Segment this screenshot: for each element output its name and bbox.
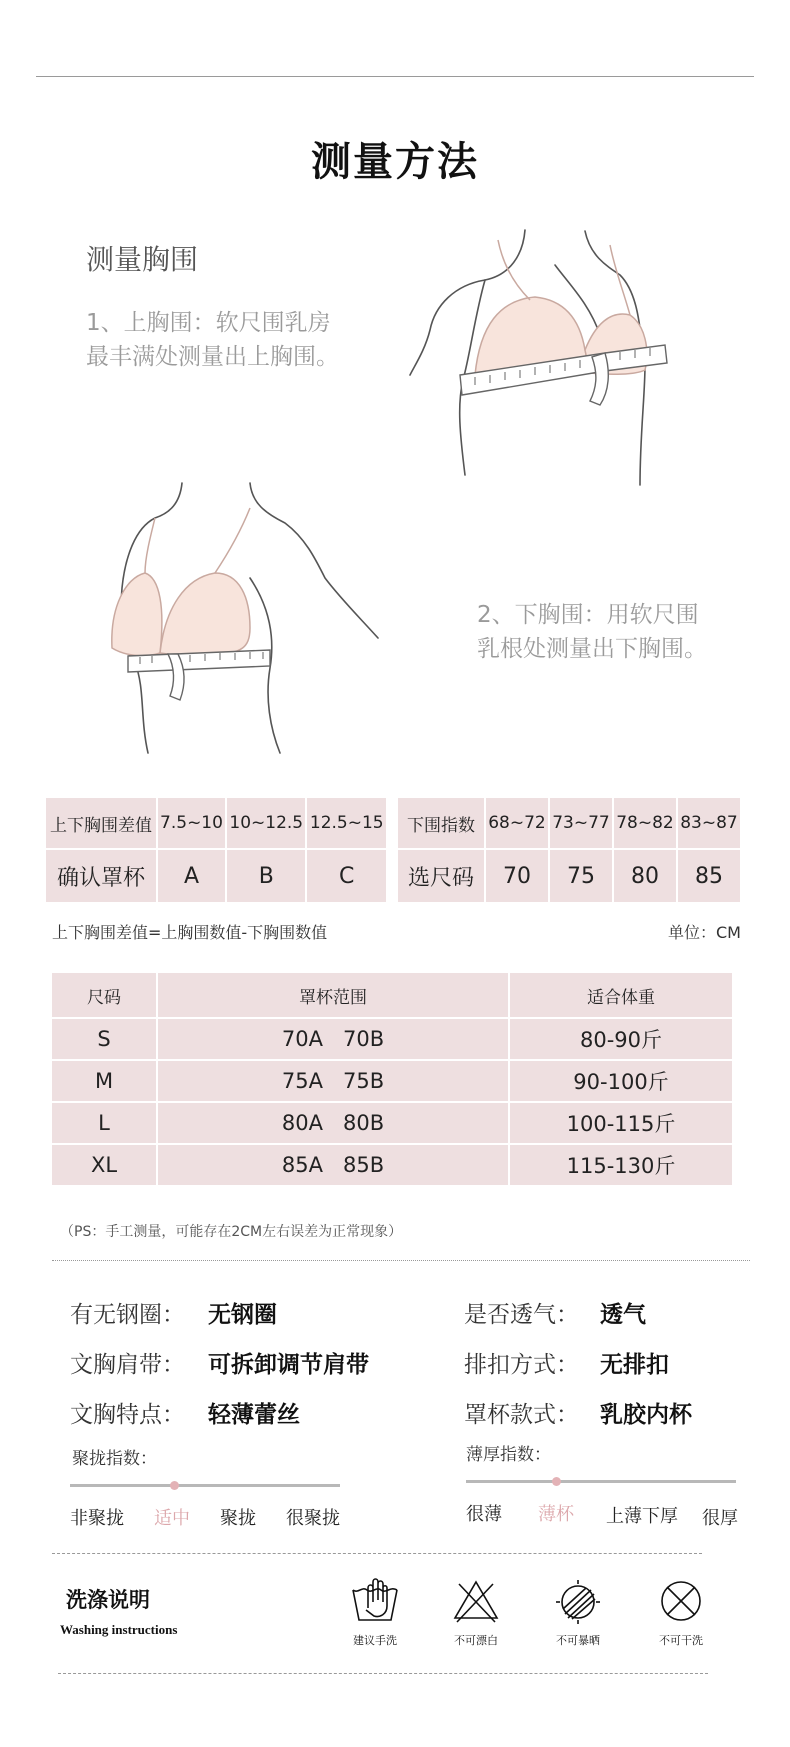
table-cell: 85A 85B bbox=[157, 1144, 509, 1186]
table-cell: 70A 70B bbox=[157, 1018, 509, 1060]
table-cell: 100-115斤 bbox=[509, 1102, 733, 1144]
unit-note: 单位：CM bbox=[668, 923, 741, 942]
thickness-option-graded: 上薄下厚 bbox=[606, 1506, 678, 1527]
table-cell: 75 bbox=[549, 849, 613, 903]
table-cell: 7.5~10 bbox=[157, 797, 226, 849]
table-row bbox=[51, 1102, 733, 1144]
push-option-medium: 适中 bbox=[154, 1508, 190, 1529]
care-label-no-dry-clean: 不可干洗 bbox=[659, 1634, 703, 1647]
cup-table-row-difference bbox=[45, 797, 387, 849]
table-row bbox=[51, 1060, 733, 1102]
table-cell: B bbox=[226, 849, 306, 903]
table-cell: 80A 80B bbox=[157, 1102, 509, 1144]
size-table-header bbox=[51, 972, 733, 1018]
table-cell: 85 bbox=[677, 849, 741, 903]
table-cell: XL bbox=[51, 1144, 157, 1186]
care-label-hand-wash: 建议手洗 bbox=[353, 1634, 397, 1647]
no-bleach-icon bbox=[451, 1578, 501, 1624]
washing-subtitle: Washing instructions bbox=[60, 1622, 178, 1637]
cup-table-header-cup: 确认罩杯 bbox=[45, 849, 157, 903]
table-cell: 70 bbox=[485, 849, 549, 903]
table-cell: 12.5~15 bbox=[306, 797, 387, 849]
spec-value-underwire: 无钢圈 bbox=[208, 1302, 277, 1328]
spec-label-closure: 排扣方式： bbox=[464, 1352, 579, 1378]
band-size-table bbox=[396, 796, 742, 904]
table-cell: L bbox=[51, 1102, 157, 1144]
table-cell: 73~77 bbox=[549, 797, 613, 849]
size-table-header-size: 尺码 bbox=[51, 972, 157, 1018]
spec-label-underwire: 有无钢圈： bbox=[70, 1302, 185, 1328]
thickness-option-thick: 很厚 bbox=[702, 1508, 738, 1529]
table-cell: M bbox=[51, 1060, 157, 1102]
spec-value-cup-style: 乳胶内杯 bbox=[600, 1402, 692, 1428]
cup-table-header-difference: 上下胸围差值 bbox=[45, 797, 157, 849]
size-table bbox=[50, 971, 734, 1187]
cup-table-row-cup bbox=[45, 849, 387, 903]
table-cell: 75A 75B bbox=[157, 1060, 509, 1102]
push-option-push: 聚拢 bbox=[220, 1508, 256, 1529]
care-item-hand-wash bbox=[330, 1578, 420, 1648]
thickness-index-label: 薄厚指数： bbox=[466, 1445, 551, 1465]
page-title: 测量方法 bbox=[311, 139, 479, 185]
spec-label-cup-style: 罩杯款式： bbox=[464, 1402, 579, 1428]
table-cell: A bbox=[157, 849, 226, 903]
measure-subtitle: 测量胸围 bbox=[86, 243, 199, 276]
spec-label-breathable: 是否透气： bbox=[464, 1302, 579, 1328]
table-row bbox=[51, 1018, 733, 1060]
top-divider bbox=[36, 76, 754, 77]
size-table-header-cup-range: 罩杯范围 bbox=[157, 972, 509, 1018]
step1-line2: 最丰满处测量出上胸围。 bbox=[86, 344, 339, 370]
cup-size-table bbox=[44, 796, 388, 904]
dotted-divider bbox=[52, 1260, 750, 1261]
table-cell: 78~82 bbox=[613, 797, 677, 849]
thickness-index-bar bbox=[466, 1480, 736, 1483]
table-cell: 68~72 bbox=[485, 797, 549, 849]
spec-value-strap: 可拆卸调节肩带 bbox=[208, 1352, 369, 1378]
table-cell: 83~87 bbox=[677, 797, 741, 849]
table-cell: 10~12.5 bbox=[226, 797, 306, 849]
table-cell: C bbox=[306, 849, 387, 903]
care-label-no-bleach: 不可漂白 bbox=[454, 1634, 498, 1647]
dashed-divider-bottom bbox=[58, 1673, 708, 1674]
spec-label-feature: 文胸特点： bbox=[70, 1402, 185, 1428]
band-table-row-size bbox=[397, 849, 741, 903]
table-cell: 80-90斤 bbox=[509, 1018, 733, 1060]
band-table-header-index: 下围指数 bbox=[397, 797, 485, 849]
table-row bbox=[51, 1144, 733, 1186]
step2-line1: 2、下胸围：用软尺围 bbox=[477, 602, 699, 628]
push-index-label: 聚拢指数： bbox=[72, 1449, 157, 1469]
thickness-option-very-thin: 很薄 bbox=[466, 1504, 502, 1525]
spec-label-strap: 文胸肩带： bbox=[70, 1352, 185, 1378]
dashed-divider-top bbox=[52, 1553, 702, 1554]
under-bust-illustration bbox=[100, 478, 400, 758]
step2-text bbox=[477, 598, 707, 666]
spec-value-breathable: 透气 bbox=[600, 1302, 646, 1328]
table-cell: 80 bbox=[613, 849, 677, 903]
push-option-none: 非聚拢 bbox=[70, 1508, 124, 1529]
size-table-header-weight: 适合体重 bbox=[509, 972, 733, 1018]
upper-bust-illustration bbox=[405, 225, 705, 490]
band-table-row-index bbox=[397, 797, 741, 849]
table-cell: 115-130斤 bbox=[509, 1144, 733, 1186]
push-index-bar bbox=[70, 1484, 340, 1487]
formula-note: 上下胸围差值=上胸围数值-下胸围数值 bbox=[52, 923, 328, 942]
spec-value-closure: 无排扣 bbox=[600, 1352, 669, 1378]
thickness-index-marker bbox=[552, 1477, 561, 1486]
spec-value-feature: 轻薄蕾丝 bbox=[208, 1402, 300, 1428]
hand-wash-icon bbox=[350, 1578, 400, 1624]
band-table-header-size: 选尺码 bbox=[397, 849, 485, 903]
step1-text bbox=[86, 306, 339, 374]
care-item-no-bleach bbox=[431, 1578, 521, 1648]
no-dry-clean-icon bbox=[656, 1578, 706, 1624]
push-index-marker bbox=[170, 1481, 179, 1490]
table-cell: S bbox=[51, 1018, 157, 1060]
washing-title: 洗涤说明 bbox=[66, 1587, 150, 1612]
no-sun-dry-icon bbox=[553, 1578, 603, 1624]
step1-line1: 1、上胸围：软尺围乳房 bbox=[86, 310, 331, 336]
care-item-no-dry-clean bbox=[636, 1578, 726, 1648]
table-cell: 90-100斤 bbox=[509, 1060, 733, 1102]
care-label-no-sun-dry: 不可暴晒 bbox=[556, 1634, 600, 1647]
push-option-high: 很聚拢 bbox=[286, 1508, 340, 1529]
care-item-no-sun-dry bbox=[533, 1578, 623, 1648]
ps-note: （PS：手工测量，可能存在2CM左右误差为正常现象） bbox=[60, 1224, 403, 1240]
step2-line2: 乳根处测量出下胸围。 bbox=[477, 636, 707, 662]
thickness-option-thin: 薄杯 bbox=[538, 1504, 574, 1525]
